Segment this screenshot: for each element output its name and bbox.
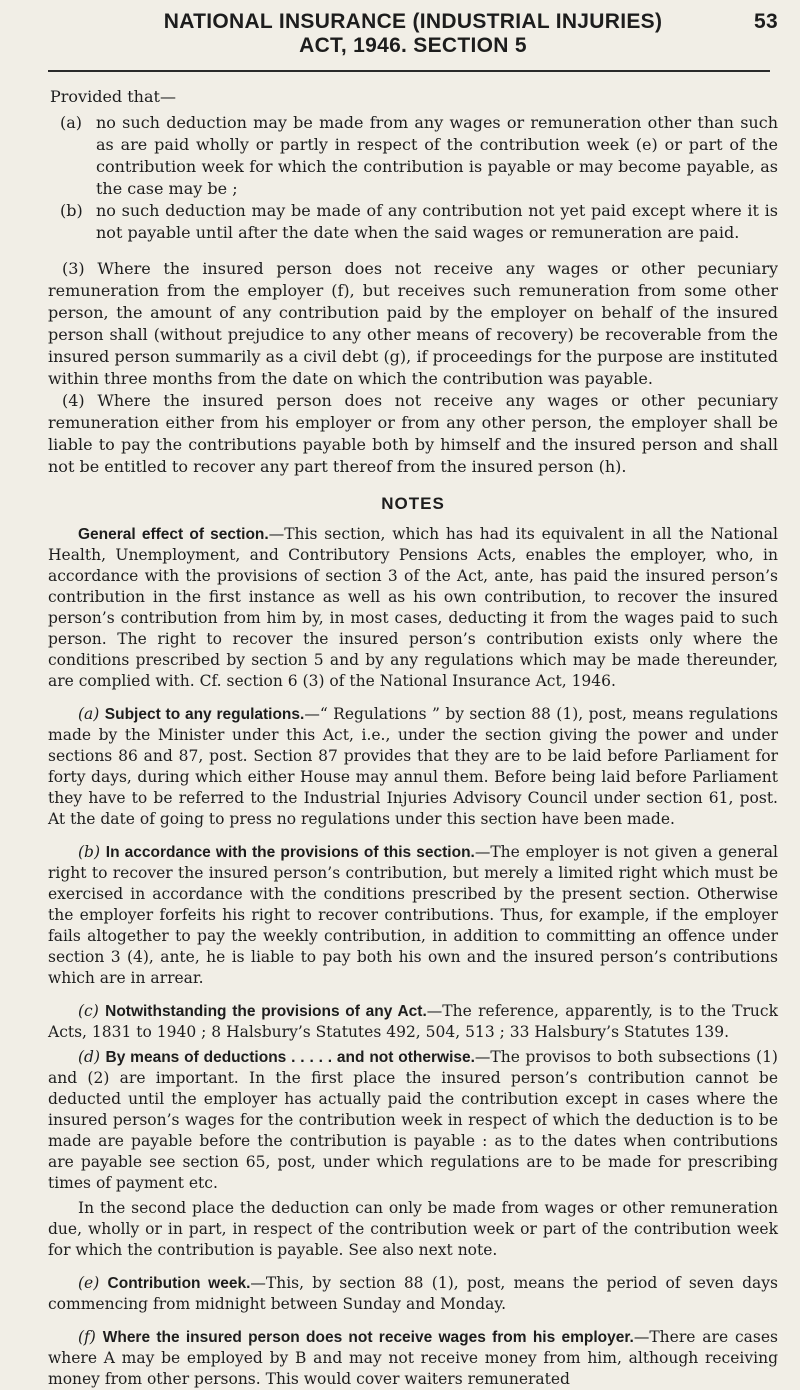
notes-heading: NOTES (381, 494, 445, 513)
note-text: In the second place the deduction can only be made from wages or other remuneration due, wholly or in part, in respect of the contribution week or part of the contribution week for which the contribution is payable. See also next note. (48, 1199, 778, 1259)
subsection-3: (3) Where the insured person does not receive any wages or other pecuniary remuneration from the employer (f), but receives such remuneration from some other person, the amount of any contribution paid by the employer on behalf of the insured person shall (without prejudice to any other means of recovery) be recoverable from the insured person summarily as a civil debt (g), if proceedings for the purpose are instituted within three months from the date on which the contribution was payable. (48, 259, 778, 388)
note-heading: Contribution week. (107, 1275, 251, 1292)
spacer (48, 244, 778, 258)
note-label: (f) (78, 1328, 96, 1346)
note-c (48, 1001, 778, 1043)
note-text: —This, by section 88 (1), post, means the period of seven days commencing from midnight between Sunday and Monday. (48, 1274, 778, 1313)
proviso-item-a (60, 112, 778, 200)
note-general (48, 524, 778, 692)
note-text: —There are cases where A may be employed by B and may not receive money from him, although receiving money from other persons. This would cover waiters remunerated (48, 1328, 778, 1388)
note-text: —“ Regulations ” by section 88 (1), post, means regulations made by the Minister under this Act, i.e., under the section giving the power and under sections 86 and 87, post. Section 87 provides that they are to be laid before Parliament for forty days, during which either House may annul them. Before being laid before Parliament they have to be referred to the Industrial Injuries Advisory Council under section 61, post. At the date of going to press no regulations under this section have been made. (48, 705, 778, 828)
note-f (48, 1327, 778, 1390)
note-d (48, 1047, 778, 1194)
note-e (48, 1273, 778, 1315)
note-heading: In accordance with the provisions of this section. (105, 844, 475, 861)
running-header (48, 10, 778, 58)
note-label: (e) (78, 1274, 100, 1292)
proviso-text: no such deduction may be made of any contribution not yet paid except where it is not payable until after the date when the said wages or remuneration are paid. (96, 201, 778, 242)
note-text: —This section, which has had its equivalent in all the National Health, Unemployment, and Contributory Pensions Acts, enables the employer, who, in accordance with the provisions of section 3 of the Act, ante, has paid the insured person’s contribution in the first instance as well as his own contribution, to recover the insured person’s contribution from him by, in most cases, deducting it from the wages paid to such person. The right to recover the insured person’s contribution exists only where the conditions prescribed by section 5 and by any regulations which may be made thereunder, are complied with. Cf. section 6 (3) of the National Insurance Act, 1946. (48, 525, 778, 690)
proviso-item-b (60, 200, 778, 244)
proviso-label: (b) (60, 201, 83, 220)
note-label: (c) (78, 1002, 99, 1020)
note-heading: Where the insured person does not receive wages from his employer. (102, 1329, 634, 1346)
header-title: NATIONAL INSURANCE (INDUSTRIAL INJURIES) (163, 10, 663, 33)
note-label: (a) (78, 705, 100, 723)
subsection-4: (4) Where the insured person does not receive any wages or other pecuniary remuneration either from his employer or from any other person, the employer shall be liable to pay the contributions payable both by himself and the insured person and shall not be entitled to recover any part thereof from the insured person (h). (48, 391, 778, 476)
header-rule (48, 70, 770, 72)
page-number: 53 (754, 10, 778, 33)
note-a (48, 704, 778, 830)
note-d-continued (48, 1198, 778, 1261)
header-subtitle: ACT, 1946. SECTION 5 (299, 34, 527, 57)
proviso-text: no such deduction may be made from any wages or remuneration other than such as are paid wholly or partly in respect of the contribution week (e) or part of the contribution week for which the contribution is payable or may become payable, as the case may be ; (96, 113, 778, 198)
note-label: (d) (78, 1048, 101, 1066)
note-text: —The employer is not given a general right to recover the insured person’s contribution, but merely a limited right which must be exercised in accordance with the conditions prescribed by the present section. Otherwise the employer forfeits his right to recover contributions. Thus, for example, if the employer fails altogether to pay the weekly contribution, in addition to committing an offence under section 3 (4), ante, he is liable to pay both his own and the insured person’s contributions which are in arrear. (48, 843, 778, 987)
proviso-label: (a) (60, 113, 83, 132)
note-b (48, 842, 778, 989)
note-text: —The reference, apparently, is to the Truck Acts, 1831 to 1940 ; 8 Halsbury’s Statutes 492, 504, 513 ; 33 Halsbury’s Statutes 139. (48, 1002, 778, 1041)
note-text: —The provisos to both subsections (1) and (2) are important. In the first place the insured person’s contribution cannot be deducted until the employer has actually paid the contribution except in cases where the insured person’s wages for the contribution week in respect of which the deduction is to be made are payable before the contribution is payable : as to the dates when contributions are payable see section 65, post, under which regulations are to be made for prescribing times of payment etc. (48, 1048, 778, 1192)
note-label: (b) (78, 843, 101, 861)
proviso-intro: Provided that— (50, 87, 176, 106)
note-heading: By means of deductions . . . . . and not otherwise. (105, 1049, 475, 1066)
note-heading: Notwithstanding the provisions of any Act. (105, 1003, 427, 1020)
note-heading: General effect of section. (78, 526, 269, 543)
note-heading: Subject to any regulations. (104, 706, 305, 723)
